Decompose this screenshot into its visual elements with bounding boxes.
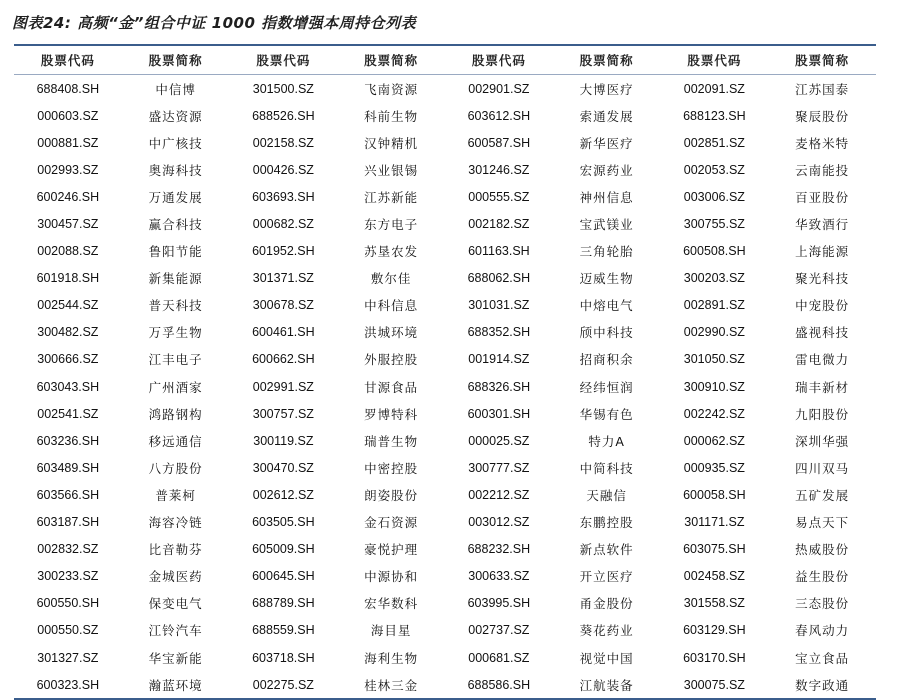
stock-code-cell: 000025.SZ — [468, 433, 530, 448]
stock-code-cell: 601918.SH — [36, 271, 100, 286]
stock-code-cell: 000935.SZ — [683, 460, 745, 475]
stock-code-cell: 000682.SZ — [252, 217, 314, 232]
stock-name-cell: 视觉中国 — [579, 650, 634, 666]
stock-code-cell: 688352.SH — [467, 325, 531, 340]
stock-code-cell: 002242.SZ — [683, 406, 745, 421]
stock-name-cell: 新华医疗 — [579, 135, 634, 151]
stock-name-cell: 海容冷链 — [148, 515, 203, 531]
stock-name-cell: 聚光科技 — [795, 271, 850, 287]
stock-code-cell: 301371.SZ — [252, 271, 314, 286]
stock-code-cell: 301050.SZ — [683, 352, 745, 367]
stock-name-cell: 普莱柯 — [155, 487, 196, 503]
stock-name-cell: 江苏国泰 — [795, 81, 850, 97]
stock-code-cell: 002158.SZ — [252, 135, 314, 150]
stock-name-cell: 葵花药业 — [579, 623, 634, 639]
stock-code-cell: 002891.SZ — [683, 298, 745, 313]
stock-code-cell: 000603.SZ — [37, 108, 99, 123]
column-header-name: 股票简称 — [579, 53, 634, 68]
stock-name-cell: 麦格米特 — [795, 135, 850, 151]
stock-name-cell: 比音勒芬 — [148, 542, 203, 558]
stock-name-cell: 洪城环境 — [364, 325, 419, 341]
stock-code-cell: 600550.SH — [36, 596, 100, 611]
stock-name-cell: 海目星 — [370, 623, 412, 639]
stock-name-cell: 上海能源 — [795, 244, 850, 260]
stock-name-cell: 豪悦护理 — [364, 542, 419, 558]
stock-name-cell: 深圳华强 — [795, 433, 850, 449]
stock-name-cell: 盛达资源 — [148, 108, 203, 124]
stock-name-cell: 外服控股 — [364, 352, 419, 368]
table-row — [14, 509, 876, 536]
stock-code-cell: 002612.SZ — [252, 487, 314, 502]
stock-code-cell: 603236.SH — [36, 433, 100, 448]
table-body — [14, 75, 876, 700]
stock-code-cell: 002088.SZ — [37, 244, 99, 259]
stock-code-cell: 002458.SZ — [683, 569, 745, 584]
table-row — [14, 671, 876, 699]
stock-name-cell: 天融信 — [586, 487, 627, 503]
stock-code-cell: 603170.SH — [683, 650, 746, 665]
table-row — [14, 102, 876, 129]
stock-name-cell: 敷尔佳 — [370, 271, 412, 287]
table-row — [14, 75, 876, 103]
stock-name-cell: 万通发展 — [148, 189, 203, 205]
header-row — [14, 45, 876, 75]
stock-name-cell: 四川双马 — [795, 460, 850, 476]
table-row — [14, 238, 876, 265]
stock-code-cell: 002275.SZ — [252, 677, 314, 692]
table-row — [14, 427, 876, 454]
stock-name-cell: 甬金股份 — [579, 596, 634, 612]
stock-name-cell: 朗姿股份 — [364, 487, 419, 503]
stock-name-cell: 春风动力 — [795, 623, 850, 639]
stock-name-cell: 瀚蓝环境 — [148, 677, 203, 693]
stock-code-cell: 601163.SH — [468, 244, 530, 259]
stock-code-cell: 002901.SZ — [468, 81, 530, 96]
table-row — [14, 454, 876, 481]
column-header-name: 股票简称 — [364, 53, 419, 68]
stock-code-cell: 600587.SH — [467, 135, 531, 150]
stock-name-cell: 保变电气 — [148, 596, 203, 612]
stock-code-cell: 300678.SZ — [252, 298, 314, 313]
stock-name-cell: 大博医疗 — [579, 81, 634, 97]
stock-name-cell: 飞南资源 — [364, 81, 419, 97]
stock-name-cell: 中简科技 — [579, 460, 634, 476]
stock-code-cell: 688232.SH — [467, 542, 531, 557]
stock-code-cell: 301327.SZ — [37, 650, 99, 665]
stock-code-cell: 000881.SZ — [37, 135, 99, 150]
stock-code-cell: 603075.SH — [683, 542, 746, 557]
stock-code-cell: 600301.SH — [467, 406, 531, 421]
stock-code-cell: 002541.SZ — [37, 406, 99, 421]
column-header-code: 股票代码 — [256, 53, 311, 68]
stock-name-cell: 江丰电子 — [148, 352, 203, 368]
stock-code-cell: 300203.SZ — [683, 271, 745, 286]
stock-name-cell: 热威股份 — [795, 542, 850, 558]
stock-code-cell: 603612.SH — [467, 108, 531, 123]
stock-name-cell: 鸿路钢构 — [148, 406, 203, 422]
stock-code-cell: 001914.SZ — [468, 352, 530, 367]
stock-name-cell: 宏华数科 — [364, 596, 419, 612]
table-row — [14, 346, 876, 373]
stock-name-cell: 易点天下 — [795, 515, 850, 531]
stock-code-cell: 300666.SZ — [37, 352, 99, 367]
stock-code-cell: 688326.SH — [467, 379, 531, 394]
stock-name-cell: 万孚生物 — [148, 325, 203, 341]
stock-code-cell: 688408.SH — [36, 81, 100, 96]
stock-code-cell: 600662.SH — [252, 352, 315, 367]
figure-title: 图表24: 高频“金”组合中证 1000 指数增强本周持仓列表 — [12, 14, 417, 32]
stock-code-cell: 600323.SH — [36, 677, 100, 692]
stock-name-cell: 罗博特科 — [364, 406, 419, 422]
stock-code-cell: 688559.SH — [252, 623, 315, 638]
stock-code-cell: 300777.SZ — [468, 460, 530, 475]
stock-code-cell: 002832.SZ — [37, 542, 99, 557]
table-row — [14, 319, 876, 346]
stock-name-cell: 索通发展 — [579, 108, 634, 124]
stock-name-cell: 五矿发展 — [795, 487, 850, 503]
stock-code-cell: 000426.SZ — [252, 162, 314, 177]
stock-code-cell: 000550.SZ — [37, 623, 99, 638]
stock-name-cell: 甘源食品 — [364, 379, 419, 395]
table-row — [14, 156, 876, 183]
stock-name-cell: 东方电子 — [364, 217, 419, 233]
stock-code-cell: 300457.SZ — [37, 217, 99, 232]
stock-name-cell: 数字政通 — [795, 677, 850, 693]
table-row — [14, 292, 876, 319]
stock-code-cell: 600058.SH — [683, 487, 746, 502]
stock-name-cell: 神州信息 — [579, 189, 634, 205]
column-header-code: 股票代码 — [471, 53, 526, 68]
stock-code-cell: 003006.SZ — [683, 189, 745, 204]
stock-name-cell: 中源协和 — [364, 569, 419, 585]
stock-code-cell: 002990.SZ — [683, 325, 745, 340]
stock-code-cell: 600645.SH — [252, 569, 315, 584]
stock-code-cell: 603718.SH — [252, 650, 315, 665]
stock-code-cell: 000555.SZ — [468, 189, 530, 204]
stock-code-cell: 688062.SH — [467, 271, 531, 286]
stock-code-cell: 603693.SH — [252, 189, 315, 204]
stock-name-cell: 中广核技 — [148, 135, 203, 151]
table-row — [14, 373, 876, 400]
stock-name-cell: 瑞普生物 — [364, 433, 419, 449]
stock-code-cell: 600508.SH — [683, 244, 746, 259]
stock-code-cell: 603505.SH — [252, 515, 315, 530]
stock-name-cell: 百亚股份 — [795, 189, 850, 205]
stock-name-cell: 金城医药 — [148, 569, 203, 585]
stock-code-cell: 301500.SZ — [252, 81, 314, 96]
stock-code-cell: 603566.SH — [36, 487, 100, 502]
holdings-table — [14, 44, 876, 700]
stock-name-cell: 宝武镁业 — [579, 217, 634, 233]
table-row — [14, 617, 876, 644]
table-row — [14, 129, 876, 156]
stock-name-cell: 宏源药业 — [579, 162, 634, 178]
stock-code-cell: 002993.SZ — [37, 162, 99, 177]
stock-name-cell: 移远通信 — [148, 433, 203, 449]
stock-name-cell: 桂林三金 — [364, 677, 419, 693]
table-header — [14, 45, 876, 75]
stock-name-cell: 东鹏控股 — [579, 515, 634, 531]
stock-name-cell: 盛视科技 — [795, 325, 850, 341]
stock-code-cell: 300755.SZ — [683, 217, 745, 232]
column-header-code: 股票代码 — [40, 53, 95, 68]
stock-name-cell: 华宝新能 — [148, 650, 203, 666]
stock-name-cell: 九阳股份 — [795, 406, 850, 422]
stock-name-cell: 鲁阳节能 — [148, 244, 203, 260]
stock-code-cell: 000062.SZ — [683, 433, 745, 448]
stock-code-cell: 603995.SH — [467, 596, 531, 611]
column-header-name: 股票简称 — [795, 53, 850, 68]
stock-code-cell: 002544.SZ — [37, 298, 99, 313]
stock-name-cell: 广州酒家 — [148, 379, 203, 395]
table-row — [14, 536, 876, 563]
stock-code-cell: 300075.SZ — [683, 677, 745, 692]
stock-name-cell: 雷电微力 — [795, 352, 850, 368]
stock-name-cell: 汉钟精机 — [364, 135, 419, 151]
stock-code-cell: 688789.SH — [252, 596, 315, 611]
stock-code-cell: 688123.SH — [683, 108, 746, 123]
stock-code-cell: 603187.SH — [36, 515, 100, 530]
stock-name-cell: 益生股份 — [795, 569, 850, 585]
stock-code-cell: 002991.SZ — [252, 379, 314, 394]
stock-code-cell: 688586.SH — [467, 677, 531, 692]
table-row — [14, 400, 876, 427]
stock-name-cell: 华锡有色 — [579, 406, 634, 422]
stock-code-cell: 600246.SH — [36, 189, 100, 204]
stock-code-cell: 002851.SZ — [683, 135, 745, 150]
stock-code-cell: 301171.SZ — [684, 515, 745, 530]
stock-code-cell: 600461.SH — [252, 325, 315, 340]
stock-name-cell: 八方股份 — [148, 460, 203, 476]
stock-name-cell: 开立医疗 — [579, 569, 634, 585]
table-row — [14, 183, 876, 210]
stock-name-cell: 苏垦农发 — [364, 244, 419, 260]
table-row — [14, 481, 876, 508]
stock-name-cell: 新集能源 — [148, 271, 203, 287]
stock-code-cell: 301246.SZ — [468, 162, 530, 177]
stock-name-cell: 江铃汽车 — [148, 623, 203, 639]
table-row — [14, 210, 876, 237]
stock-name-cell: 中熔电气 — [579, 298, 634, 314]
stock-name-cell: 聚辰股份 — [795, 108, 850, 124]
stock-name-cell: 三态股份 — [795, 596, 850, 612]
stock-name-cell: 江苏新能 — [364, 189, 419, 205]
stock-code-cell: 300482.SZ — [37, 325, 99, 340]
stock-code-cell: 601952.SH — [252, 244, 315, 259]
stock-code-cell: 603043.SH — [36, 379, 100, 394]
stock-code-cell: 301031.SZ — [468, 298, 530, 313]
stock-code-cell: 002212.SZ — [468, 487, 530, 502]
stock-code-cell: 300119.SZ — [253, 433, 314, 448]
stock-code-cell: 002182.SZ — [468, 217, 530, 232]
stock-name-cell: 赢合科技 — [148, 217, 203, 233]
stock-name-cell: 普天科技 — [148, 298, 203, 314]
stock-name-cell: 三角轮胎 — [579, 244, 634, 260]
stock-name-cell: 颀中科技 — [579, 325, 634, 341]
stock-code-cell: 300757.SZ — [252, 406, 314, 421]
stock-code-cell: 603489.SH — [36, 460, 100, 475]
stock-code-cell: 301558.SZ — [683, 596, 745, 611]
stock-code-cell: 300233.SZ — [37, 569, 99, 584]
stock-name-cell: 中科信息 — [364, 298, 419, 314]
stock-name-cell: 兴业银锡 — [364, 162, 419, 178]
stock-name-cell: 科前生物 — [364, 108, 419, 124]
stock-code-cell: 688526.SH — [252, 108, 315, 123]
stock-name-cell: 奥海科技 — [148, 162, 203, 178]
stock-name-cell: 江航装备 — [579, 677, 634, 693]
stock-name-cell: 中宠股份 — [795, 298, 850, 314]
stock-code-cell: 300910.SZ — [683, 379, 745, 394]
stock-name-cell: 云南能投 — [795, 162, 850, 178]
stock-name-cell: 海利生物 — [364, 650, 419, 666]
stock-code-cell: 300633.SZ — [468, 569, 530, 584]
stock-name-cell: 经纬恒润 — [579, 379, 634, 395]
stock-name-cell: 瑞丰新材 — [795, 379, 850, 395]
stock-code-cell: 002091.SZ — [683, 81, 745, 96]
table-row — [14, 644, 876, 671]
stock-name-cell: 迈威生物 — [579, 271, 634, 287]
stock-code-cell: 002737.SZ — [468, 623, 530, 638]
stock-name-cell: 中密控股 — [364, 460, 419, 476]
stock-name-cell: 中信博 — [155, 81, 196, 97]
table-row — [14, 563, 876, 590]
stock-code-cell: 300470.SZ — [252, 460, 314, 475]
stock-code-cell: 003012.SZ — [468, 515, 530, 530]
stock-name-cell: 华致酒行 — [795, 217, 850, 233]
stock-name-cell: 招商积余 — [579, 352, 634, 368]
stock-code-cell: 603129.SH — [683, 623, 746, 638]
column-header-code: 股票代码 — [687, 53, 742, 68]
stock-code-cell: 002053.SZ — [683, 162, 745, 177]
stock-name-cell: 宝立食品 — [795, 650, 850, 666]
table-row — [14, 590, 876, 617]
column-header-name: 股票简称 — [148, 53, 203, 68]
table-row — [14, 265, 876, 292]
stock-name-cell: 金石资源 — [364, 515, 419, 531]
stock-code-cell: 000681.SZ — [468, 650, 530, 665]
stock-code-cell: 605009.SH — [252, 542, 315, 557]
stock-name-cell: 特力A — [588, 433, 625, 449]
stock-name-cell: 新点软件 — [579, 542, 634, 558]
